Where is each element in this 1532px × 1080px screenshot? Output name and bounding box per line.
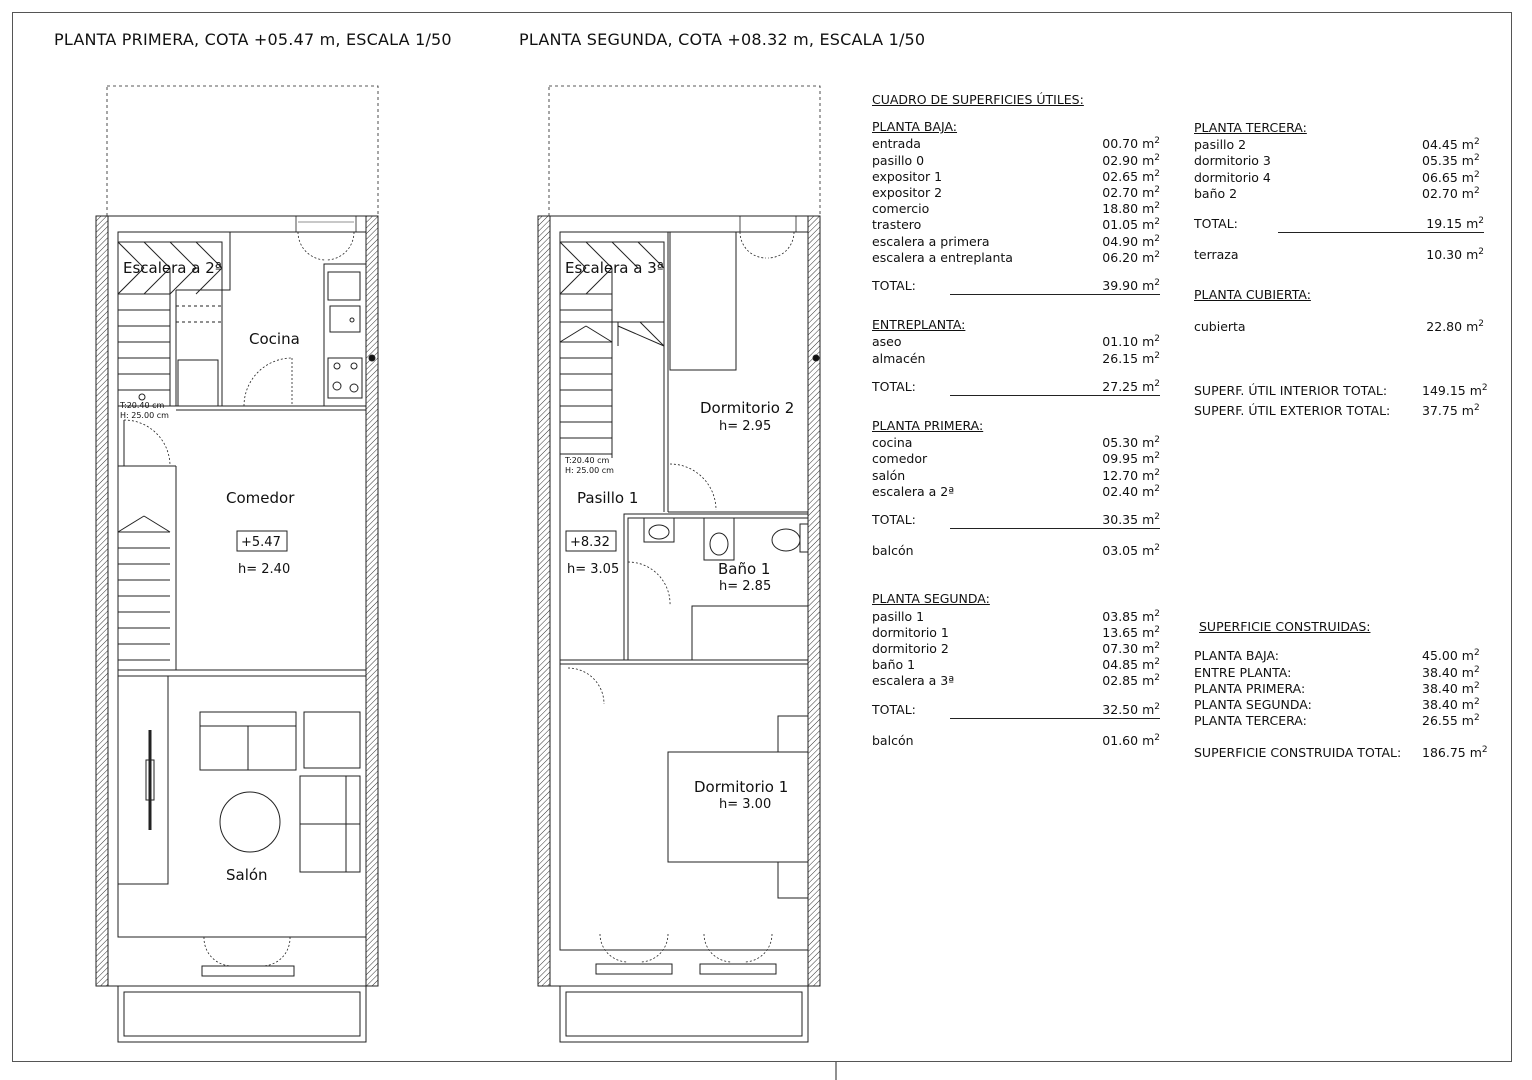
row-value: 05.35 $m^2$: [1422, 153, 1480, 169]
segunda-total: 32.50 $m^2$: [950, 702, 1160, 719]
tercera-total-label: TOTAL:: [1194, 216, 1238, 232]
entre-header: ENTREPLANTA:: [872, 317, 966, 333]
table-row: [872, 451, 1160, 467]
construida-header: SUPERFICIE CONSTRUIDAS:: [1199, 619, 1371, 635]
row-name: ENTRE PLANTA:: [1194, 664, 1292, 680]
construida-total-label: SUPERFICIE CONSTRUIDA TOTAL:: [1194, 745, 1402, 761]
primera-rows: [872, 435, 1160, 500]
row-name: comedor: [872, 451, 928, 467]
table-row: [1194, 713, 1484, 729]
row-value: 05.30 $m^2$: [1102, 435, 1160, 451]
table-row: [1194, 170, 1484, 186]
row-name: PLANTA TERCERA:: [1194, 713, 1307, 729]
segunda-total-row: [872, 702, 1160, 719]
table-row: [872, 169, 1160, 185]
cubierta-value: 22.80 $m^2$: [1426, 318, 1484, 334]
table-row: [872, 435, 1160, 451]
segunda-header: PLANTA SEGUNDA:: [872, 591, 990, 607]
surface-table-right: [1194, 120, 1488, 762]
table-row: [872, 609, 1160, 625]
tercera-header: PLANTA TERCERA:: [1194, 120, 1307, 135]
plan2-stair-label: Escalera a 3ª: [565, 259, 664, 277]
plan1-stair-note-h: H: 25.00 cm: [120, 411, 169, 420]
plan2-stair-note-h: H: 25.00 cm: [565, 466, 614, 475]
table-row: [872, 234, 1160, 250]
table-row: [1194, 153, 1484, 169]
terrace-row: [1194, 247, 1484, 263]
row-value: 38.40 $m^2$: [1422, 680, 1480, 696]
table-row: [1194, 186, 1484, 202]
row-name: entrada: [872, 136, 921, 152]
terrace-label: terraza: [1194, 247, 1239, 263]
segunda-rows: [872, 609, 1160, 690]
row-name: salón: [872, 467, 906, 483]
entre-rows: [872, 334, 1160, 366]
row-name: trastero: [872, 217, 922, 233]
tercera-total-row: [1194, 216, 1484, 233]
plan1-title: PLANTA PRIMERA, COTA +05.47 m, ESCALA 1/50: [54, 30, 452, 49]
plan1-living-label: Salón: [226, 866, 268, 884]
row-name: PLANTA SEGUNDA:: [1194, 697, 1312, 713]
plan1: [96, 86, 378, 1042]
row-value: 02.85 $m^2$: [1102, 673, 1160, 689]
table-row: [872, 185, 1160, 201]
interior-total: 149.15 $m^2$: [1422, 382, 1488, 398]
row-name: escalera a 2ª: [872, 483, 955, 499]
table-row: [872, 673, 1160, 689]
row-name: baño 1: [872, 657, 916, 673]
row-value: 18.80 $m^2$: [1102, 201, 1160, 217]
row-value: 04.85 $m^2$: [1102, 657, 1160, 673]
plan2-hall-label: Pasillo 1: [577, 489, 639, 507]
row-value: 06.20 $m^2$: [1102, 249, 1160, 265]
table-row: [872, 625, 1160, 641]
row-value: 26.15 $m^2$: [1102, 350, 1160, 366]
row-name: pasillo 2: [1194, 137, 1247, 153]
table-row: [872, 153, 1160, 169]
table-row: [872, 250, 1160, 266]
row-value: 02.70 $m^2$: [1422, 185, 1480, 201]
row-name: escalera a primera: [872, 233, 990, 249]
table-row: [872, 136, 1160, 152]
primera-balcony: 03.05 $m^2$: [1102, 543, 1160, 559]
table-row: [872, 217, 1160, 233]
baja-total-row: [872, 278, 1160, 295]
plan2-bedroom1-label: Dormitorio 1: [694, 778, 789, 796]
segunda-balcony-row: [872, 733, 1160, 749]
row-name: PLANTA BAJA:: [1194, 648, 1280, 664]
row-value: 00.70 $m^2$: [1102, 136, 1160, 152]
row-name: dormitorio 3: [1194, 153, 1271, 169]
row-name: pasillo 0: [872, 152, 925, 168]
table-row: [872, 351, 1160, 367]
table-row: [872, 334, 1160, 350]
row-name: cocina: [872, 435, 913, 451]
plan2-title: PLANTA SEGUNDA, COTA +08.32 m, ESCALA 1/50: [519, 30, 926, 49]
plan1-dining-label: Comedor: [226, 489, 295, 507]
table-row: [872, 484, 1160, 500]
row-name: expositor 1: [872, 168, 943, 184]
row-value: 04.90 $m^2$: [1102, 233, 1160, 249]
row-value: 26.55 $m^2$: [1422, 713, 1480, 729]
cubierta-row: [1194, 319, 1484, 335]
table-row: [1194, 697, 1484, 713]
row-value: 09.95 $m^2$: [1102, 451, 1160, 467]
row-name: dormitorio 1: [872, 624, 949, 640]
plan2-bedroom2-label: Dormitorio 2: [700, 399, 795, 417]
table-row: [872, 468, 1160, 484]
row-value: 07.30 $m^2$: [1102, 641, 1160, 657]
primera-balcony-row: [872, 543, 1160, 559]
segunda-balcony: 01.60 $m^2$: [1102, 732, 1160, 748]
segunda-total-label: TOTAL:: [872, 701, 916, 717]
row-name: baño 2: [1194, 185, 1238, 201]
cubierta-label: cubierta: [1194, 318, 1246, 334]
tercera-total: 19.15 $m^2$: [1278, 216, 1484, 233]
baja-header: PLANTA BAJA:: [872, 119, 958, 135]
entre-total-label: TOTAL:: [872, 378, 916, 394]
row-value: 45.00 $m^2$: [1422, 648, 1480, 664]
interior-total-row: [1194, 382, 1488, 399]
terrace-value: 10.30 $m^2$: [1426, 247, 1484, 263]
row-value: 03.85 $m^2$: [1102, 608, 1160, 624]
row-name: dormitorio 2: [872, 641, 949, 657]
table-row: [872, 201, 1160, 217]
plan2-bedroom1-height: h= 3.00: [719, 797, 772, 812]
row-name: escalera a entreplanta: [872, 249, 1013, 265]
segunda-balcony-label: balcón: [872, 732, 914, 748]
row-name: almacén: [872, 350, 926, 366]
row-name: expositor 2: [872, 185, 943, 201]
primera-total-row: [872, 512, 1160, 529]
plan1-kitchen-label: Cocina: [249, 330, 300, 348]
row-value: 02.90 $m^2$: [1102, 152, 1160, 168]
surface-table-left: [872, 92, 1160, 749]
tercera-rows: [1194, 137, 1484, 202]
construida-total: 186.75 $m^2$: [1422, 745, 1488, 761]
table-row: [1194, 137, 1484, 153]
row-name: PLANTA PRIMERA:: [1194, 680, 1306, 696]
primera-total: 30.35 $m^2$: [950, 512, 1160, 529]
plan2-stair-note-t: T:20.40 cm: [565, 456, 610, 465]
primera-header: PLANTA PRIMERA:: [872, 418, 984, 434]
row-value: 38.40 $m^2$: [1422, 697, 1480, 713]
plan1-height: h= 2.40: [238, 562, 291, 577]
table-title: CUADRO DE SUPERFICIES ÚTILES:: [872, 92, 1084, 107]
construida-rows: [1194, 648, 1484, 729]
row-name: comercio: [872, 201, 930, 217]
baja-total: 39.90 $m^2$: [950, 278, 1160, 295]
entre-total-row: [872, 379, 1160, 396]
row-value: 38.40 $m^2$: [1422, 664, 1480, 680]
exterior-total-label: SUPERF. ÚTIL EXTERIOR TOTAL:: [1194, 403, 1391, 419]
plan2-bedroom2-height: h= 2.95: [719, 419, 772, 434]
row-value: 04.45 $m^2$: [1422, 137, 1480, 153]
plan1-level: +5.47: [241, 535, 281, 550]
plan1-stair-note-t: T:20.40 cm: [120, 401, 165, 410]
row-value: 02.70 $m^2$: [1102, 185, 1160, 201]
row-value: 06.65 $m^2$: [1422, 169, 1480, 185]
plan2-bath-height: h= 2.85: [719, 579, 772, 594]
exterior-total-row: [1194, 403, 1484, 419]
construida-total-row: [1194, 745, 1488, 761]
primera-total-label: TOTAL:: [872, 512, 916, 528]
plan2-bath-label: Baño 1: [718, 560, 771, 578]
primera-balcony-label: balcón: [872, 543, 914, 559]
table-row: [1194, 665, 1484, 681]
table-row: [1194, 648, 1484, 664]
row-name: pasillo 1: [872, 608, 925, 624]
table-row: [1194, 681, 1484, 697]
baja-rows: [872, 136, 1160, 266]
row-name: aseo: [872, 334, 902, 350]
entre-total: 27.25 $m^2$: [950, 379, 1160, 396]
plan2-hall-height: h= 3.05: [567, 562, 620, 577]
row-value: 01.10 $m^2$: [1102, 334, 1160, 350]
table-row: [872, 657, 1160, 673]
cubierta-header: PLANTA CUBIERTA:: [1194, 287, 1311, 303]
plan1-stair-label: Escalera a 2ª: [123, 259, 222, 277]
interior-total-label: SUPERF. ÚTIL INTERIOR TOTAL:: [1194, 382, 1388, 398]
table-row: [872, 641, 1160, 657]
row-value: 12.70 $m^2$: [1102, 467, 1160, 483]
row-name: dormitorio 4: [1194, 169, 1271, 185]
plan2-level: +8.32: [570, 535, 610, 550]
exterior-total: 37.75 $m^2$: [1422, 403, 1480, 419]
row-value: 01.05 $m^2$: [1102, 217, 1160, 233]
row-value: 02.65 $m^2$: [1102, 168, 1160, 184]
row-value: 13.65 $m^2$: [1102, 624, 1160, 640]
row-name: escalera a 3ª: [872, 673, 955, 689]
row-value: 02.40 $m^2$: [1102, 483, 1160, 499]
baja-total-label: TOTAL:: [872, 278, 916, 294]
